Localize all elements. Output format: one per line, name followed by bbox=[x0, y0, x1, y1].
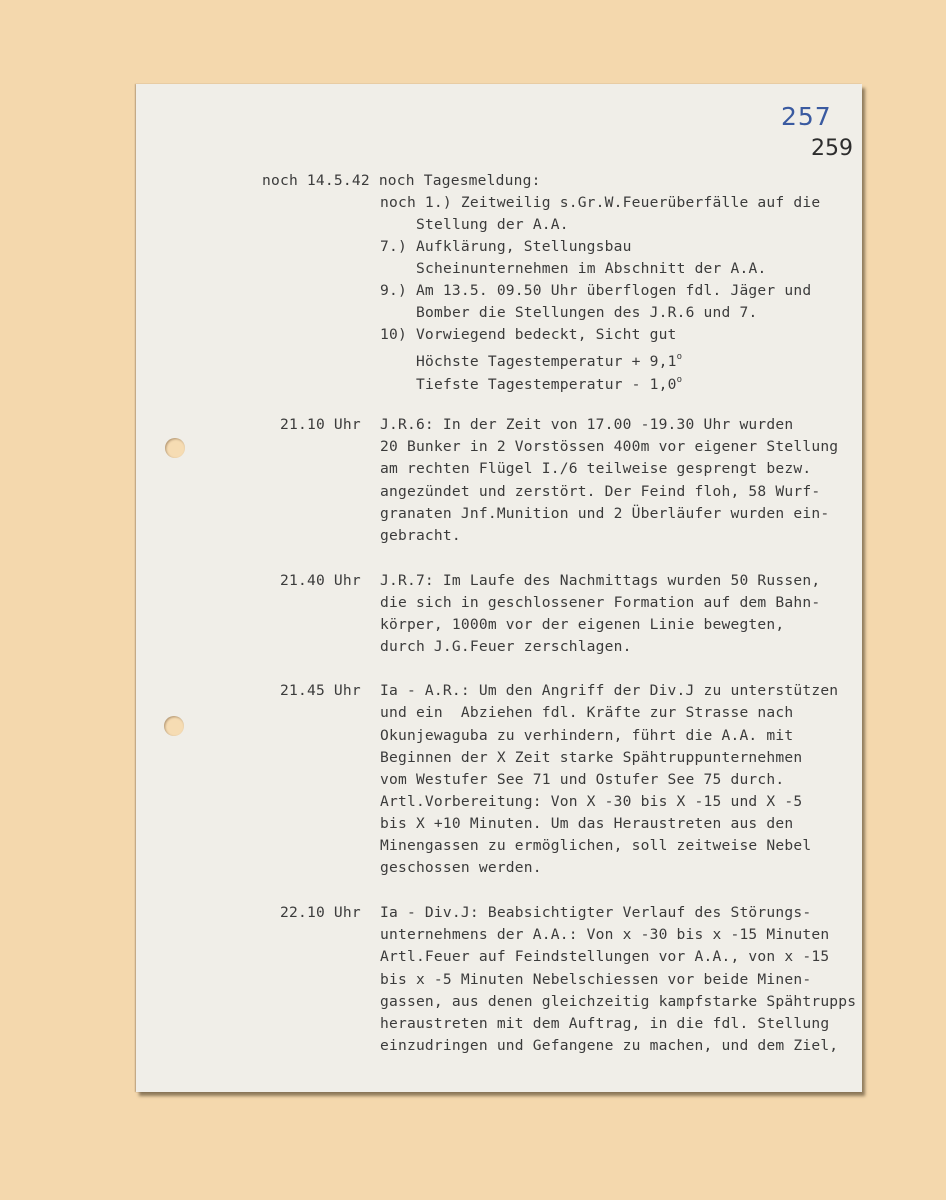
entry-line: Artl.Feuer auf Feindstellungen vor A.A., von x -15 bbox=[380, 948, 830, 965]
entry-line: körper, 1000m vor der eigenen Linie bewegten, bbox=[380, 616, 785, 633]
entry-line: Minengassen zu ermöglichen, soll zeitweise Nebel bbox=[380, 837, 812, 854]
entry-line: vom Westufer See 71 und Ostufer See 75 durch. bbox=[380, 771, 785, 788]
intro-label: noch 14.5.42 noch Tagesmeldung: bbox=[262, 172, 541, 189]
intro-line: 9.) Am 13.5. 09.50 Uhr überflogen fdl. Jäger und bbox=[380, 282, 812, 299]
intro-line-max-temp: Höchste Tagestemperatur + $9,1^o$ bbox=[416, 352, 683, 370]
entry-line: granaten Jnf.Munition und 2 Überläufer wurden ein- bbox=[380, 505, 830, 522]
entry-line: gebracht. bbox=[380, 527, 461, 544]
intro-line: Scheinunternehmen im Abschnitt der A.A. bbox=[416, 260, 767, 277]
entry-line: Artl.Vorbereitung: Von X -30 bis X -15 und X -5 bbox=[380, 793, 803, 810]
entry-line: 20 Bunker in 2 Vorstössen 400m vor eigener Stellung bbox=[380, 438, 839, 455]
entry-line: und ein Abziehen fdl. Kräfte zur Strasse nach bbox=[380, 704, 794, 721]
intro-line: 7.) Aufklärung, Stellungsbau bbox=[380, 238, 632, 255]
typed-page-number: 259 bbox=[811, 136, 853, 161]
entry-line: bis x -5 Minuten Nebelschiessen vor beide Minen- bbox=[380, 971, 812, 988]
entry-line: J.R.7: Im Laufe des Nachmittags wurden 50 Russen, bbox=[380, 572, 821, 589]
entry-line: geschossen werden. bbox=[380, 859, 542, 876]
entry-line: durch J.G.Feuer zerschlagen. bbox=[380, 638, 632, 655]
entry-time: 22.10 Uhr bbox=[280, 904, 361, 921]
handwritten-page-number: 257 bbox=[781, 102, 832, 131]
entry-time: 21.10 Uhr bbox=[280, 416, 361, 433]
entry-line: Okunjewaguba zu verhindern, führt die A.A. mit bbox=[380, 727, 794, 744]
entry-line: angezündet und zerstört. Der Feind floh, 58 Wurf- bbox=[380, 483, 821, 500]
entry-line: am rechten Flügel I./6 teilweise gesprengt bezw. bbox=[380, 460, 812, 477]
entry-line: Ia - A.R.: Um den Angriff der Div.J zu unterstützen bbox=[380, 682, 839, 699]
document-page bbox=[136, 84, 862, 1092]
punch-hole-bottom bbox=[164, 716, 184, 736]
intro-line-min-temp: Tiefste Tagestemperatur - 1,0$^o$ bbox=[416, 375, 683, 393]
entry-line: die sich in geschlossener Formation auf dem Bahn- bbox=[380, 594, 821, 611]
entry-time: 21.45 Uhr bbox=[280, 682, 361, 699]
entry-time: 21.40 Uhr bbox=[280, 572, 361, 589]
intro-line: noch 1.) Zeitweilig s.Gr.W.Feuerüberfälle auf die bbox=[380, 194, 821, 211]
entry-line: Ia - Div.J: Beabsichtigter Verlauf des Störungs- bbox=[380, 904, 812, 921]
intro-line: Stellung der A.A. bbox=[416, 216, 569, 233]
punch-hole-top bbox=[165, 438, 185, 458]
entry-line: bis X +10 Minuten. Um das Heraustreten aus den bbox=[380, 815, 794, 832]
entry-line: unternehmens der A.A.: Von x -30 bis x -15 Minuten bbox=[380, 926, 830, 943]
entry-line: einzudringen und Gefangene zu machen, und dem Ziel, bbox=[380, 1037, 839, 1054]
entry-line: J.R.6: In der Zeit von 17.00 -19.30 Uhr wurden bbox=[380, 416, 794, 433]
entry-line: heraustreten mit dem Auftrag, in die fdl. Stellung bbox=[380, 1015, 830, 1032]
entry-line: gassen, aus denen gleichzeitig kampfstarke Spähtrupps bbox=[380, 993, 857, 1010]
intro-line: 10) Vorwiegend bedeckt, Sicht gut bbox=[380, 326, 677, 343]
intro-line: Bomber die Stellungen des J.R.6 und 7. bbox=[416, 304, 758, 321]
entry-line: Beginnen der X Zeit starke Spähtruppunternehmen bbox=[380, 749, 803, 766]
